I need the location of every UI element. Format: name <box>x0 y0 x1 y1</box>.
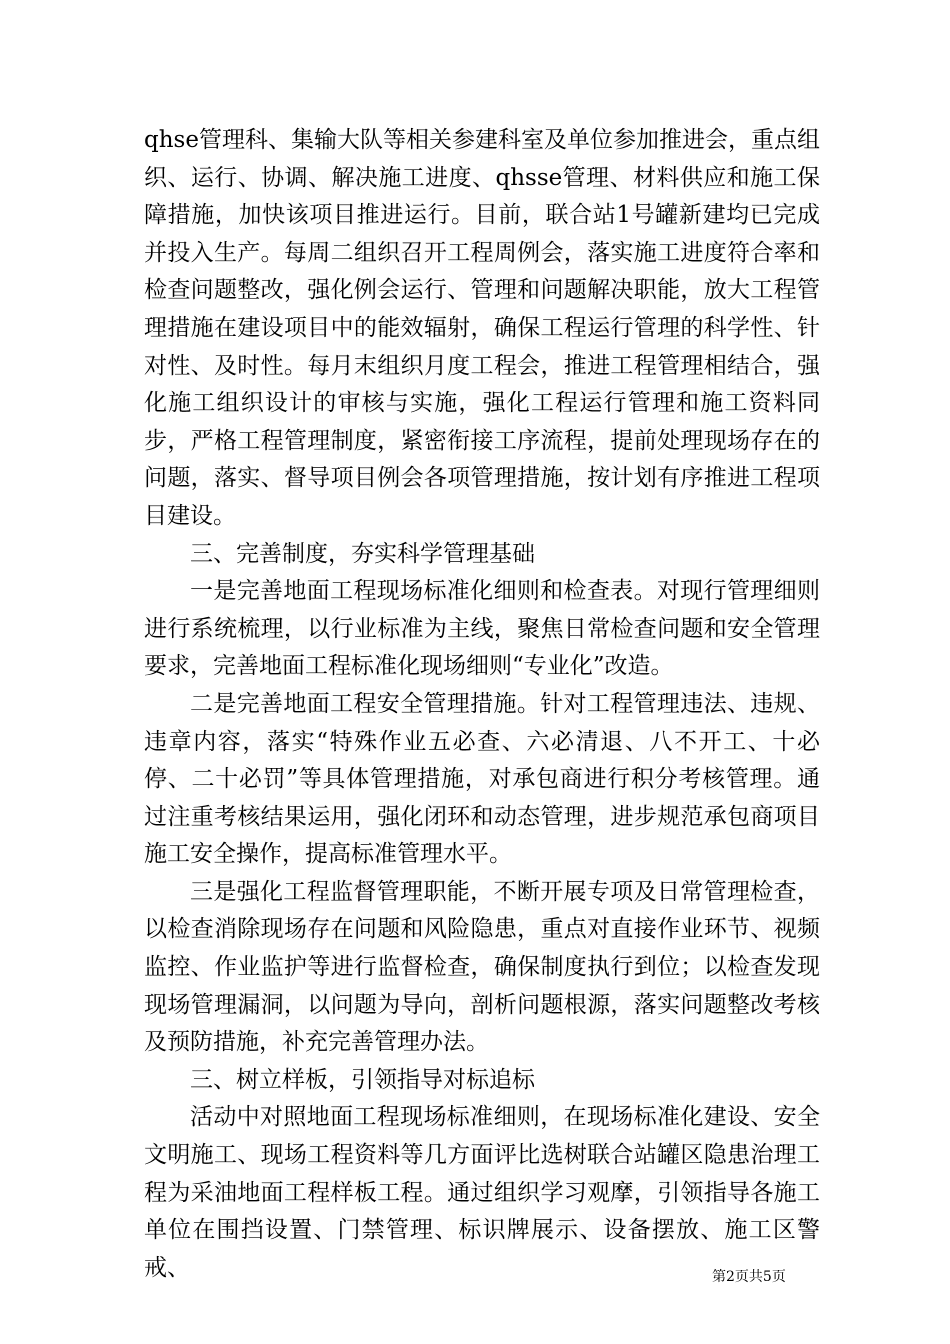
paragraph-continuation: qhse管理科、集输大队等相关参建科室及单位参加推进会，重点组织、运行、协调、解决施工进度、qhsse管理、材料供应和施工保障措施，加快该项目推进运行。目前，联合站1号罐新建均已完成并投入生产。每周二组织召开工程周例会，落实施工进度符合率和检查问题整改，强化例会运行、管理和问题解决职能，放大工程管理措施在建设项目中的能效辐射，确保工程运行管理的科学性、针对性、及时性。每月末组织月度工程会，推进工程管理相结合，强化施工组织设计的审核与实施，强化工程运行管理和施工资料同步，严格工程管理制度，紧密衔接工序流程，提前处理现场存在的问题，落实、督导项目例会各项管理措施，按计划有序推进工程项目建设。 <box>144 127 820 529</box>
paragraph-supervision: 三是强化工程监督管理职能，不断开展专项及日常管理检查，以检查消除现场存在问题和风险隐患，重点对直接作业环节、视频监控、作业监护等进行监督检查，确保制度执行到位；以检查发现现场管理漏洞，以问题为导向，剖析问题根源，落实问题整改考核及预防措施，补充完善管理办法。 <box>144 878 820 1056</box>
paragraph-standardization: 一是完善地面工程现场标准化细则和检查表。对现行管理细则进行系统梳理，以行业标准为主线，聚焦日常检查问题和安全管理要求，完善地面工程标准化现场细则“专业化”改造。 <box>144 578 820 680</box>
paragraph-safety-measures: 二是完善地面工程安全管理措施。针对工程管理违法、违规、违章内容，落实“特殊作业五必查、六必清退、八不开工、十必停、二十必罚”等具体管理措施，对承包商进行积分考核管理。通过注重考核结果运用，强化闭环和动态管理，进步规范承包商项目施工安全操作，提高标准管理水平。 <box>144 690 820 868</box>
section-heading-set-model: 三、树立样板，引领指导对标追标 <box>190 1066 535 1093</box>
paragraph-model-project: 活动中对照地面工程现场标准细则，在现场标准化建设、安全文明施工、现场工程资料等几方面评比选树联合站罐区隐患治理工程为采油地面工程样板工程。通过组织学习观摩，引领指导各施工单位在围挡设置、门禁管理、标识牌展示、设备摆放、施工区警戒、 <box>144 1104 820 1281</box>
page-number-footer: 第2页共5页 <box>712 1269 786 1285</box>
document-body <box>144 122 820 1287</box>
section-heading-improve-system: 三、完善制度，夯实科学管理基础 <box>190 540 535 567</box>
